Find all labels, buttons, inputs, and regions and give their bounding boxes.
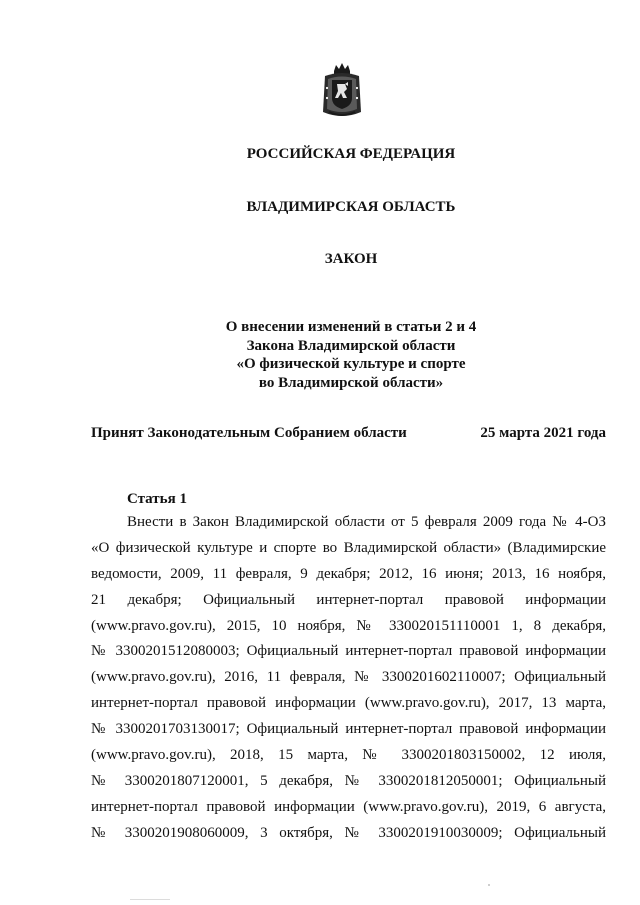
coat-of-arms-icon <box>321 62 363 120</box>
adoption-statement: Принят Законодательным Собранием области <box>91 425 407 441</box>
article-body <box>91 510 606 847</box>
article-text-line: интернет-портал правовой информации (www.pravo.gov.ru), 2019, 6 августа, <box>91 798 606 815</box>
scan-artifact <box>130 899 170 900</box>
article-text-line: интернет-портал правовой информации (www.pravo.gov.ru), 2017, 13 марта, <box>91 695 606 712</box>
article-text-line: № 3300201703130017; Официальный интернет-портал правовой информации <box>91 721 606 738</box>
article-title: Статья 1 <box>127 491 187 507</box>
article-text-line: ведомости, 2009, 11 февраля, 9 декабря; 2012, 16 июня; 2013, 16 ноября, <box>91 565 606 582</box>
adoption-date: 25 марта 2021 года <box>480 425 606 441</box>
article-text-line: № 3300201908060009, 3 октября, № 3300201910030009; Официальный <box>91 824 606 841</box>
subject-line: «О физической культуре и спорте <box>236 356 466 372</box>
article-text-line: № 3300201512080003; Официальный интернет-портал правовой информации <box>91 643 606 660</box>
article-text-line: (www.pravo.gov.ru), 2018, 15 марта, № 3300201803150002, 12 июля, <box>91 747 606 764</box>
scan-artifact <box>488 884 490 886</box>
article-text-line: 21 декабря; Официальный интернет-портал правовой информации <box>91 591 606 608</box>
document-type-heading: ЗАКОН <box>324 251 378 267</box>
region-heading: ВЛАДИМИРСКАЯ ОБЛАСТЬ <box>246 199 456 215</box>
federation-heading: РОССИЙСКАЯ ФЕДЕРАЦИЯ <box>246 146 456 162</box>
subject-line: О внесении изменений в статьи 2 и 4 <box>225 319 477 335</box>
article-text-line: № 3300201807120001, 5 декабря, № 3300201812050001; Официальный <box>91 772 606 789</box>
article-text-line: (www.pravo.gov.ru), 2016, 11 февраля, № 3300201602110007; Официальный <box>91 669 606 686</box>
subject-line: Закона Владимирской области <box>246 337 456 354</box>
subject-line: во Владимирской области» <box>258 374 444 391</box>
article-text-line: (www.pravo.gov.ru), 2015, 10 ноября, № 330020151110001 1, 8 декабря, <box>91 617 606 634</box>
article-text-line: Внести в Закон Владимирской области от 5 февраля 2009 года № 4-ОЗ <box>127 514 606 530</box>
law-subject <box>190 318 512 392</box>
article-text-line: «О физической культуре и спорте во Владимирской области» (Владимирские <box>91 539 606 556</box>
